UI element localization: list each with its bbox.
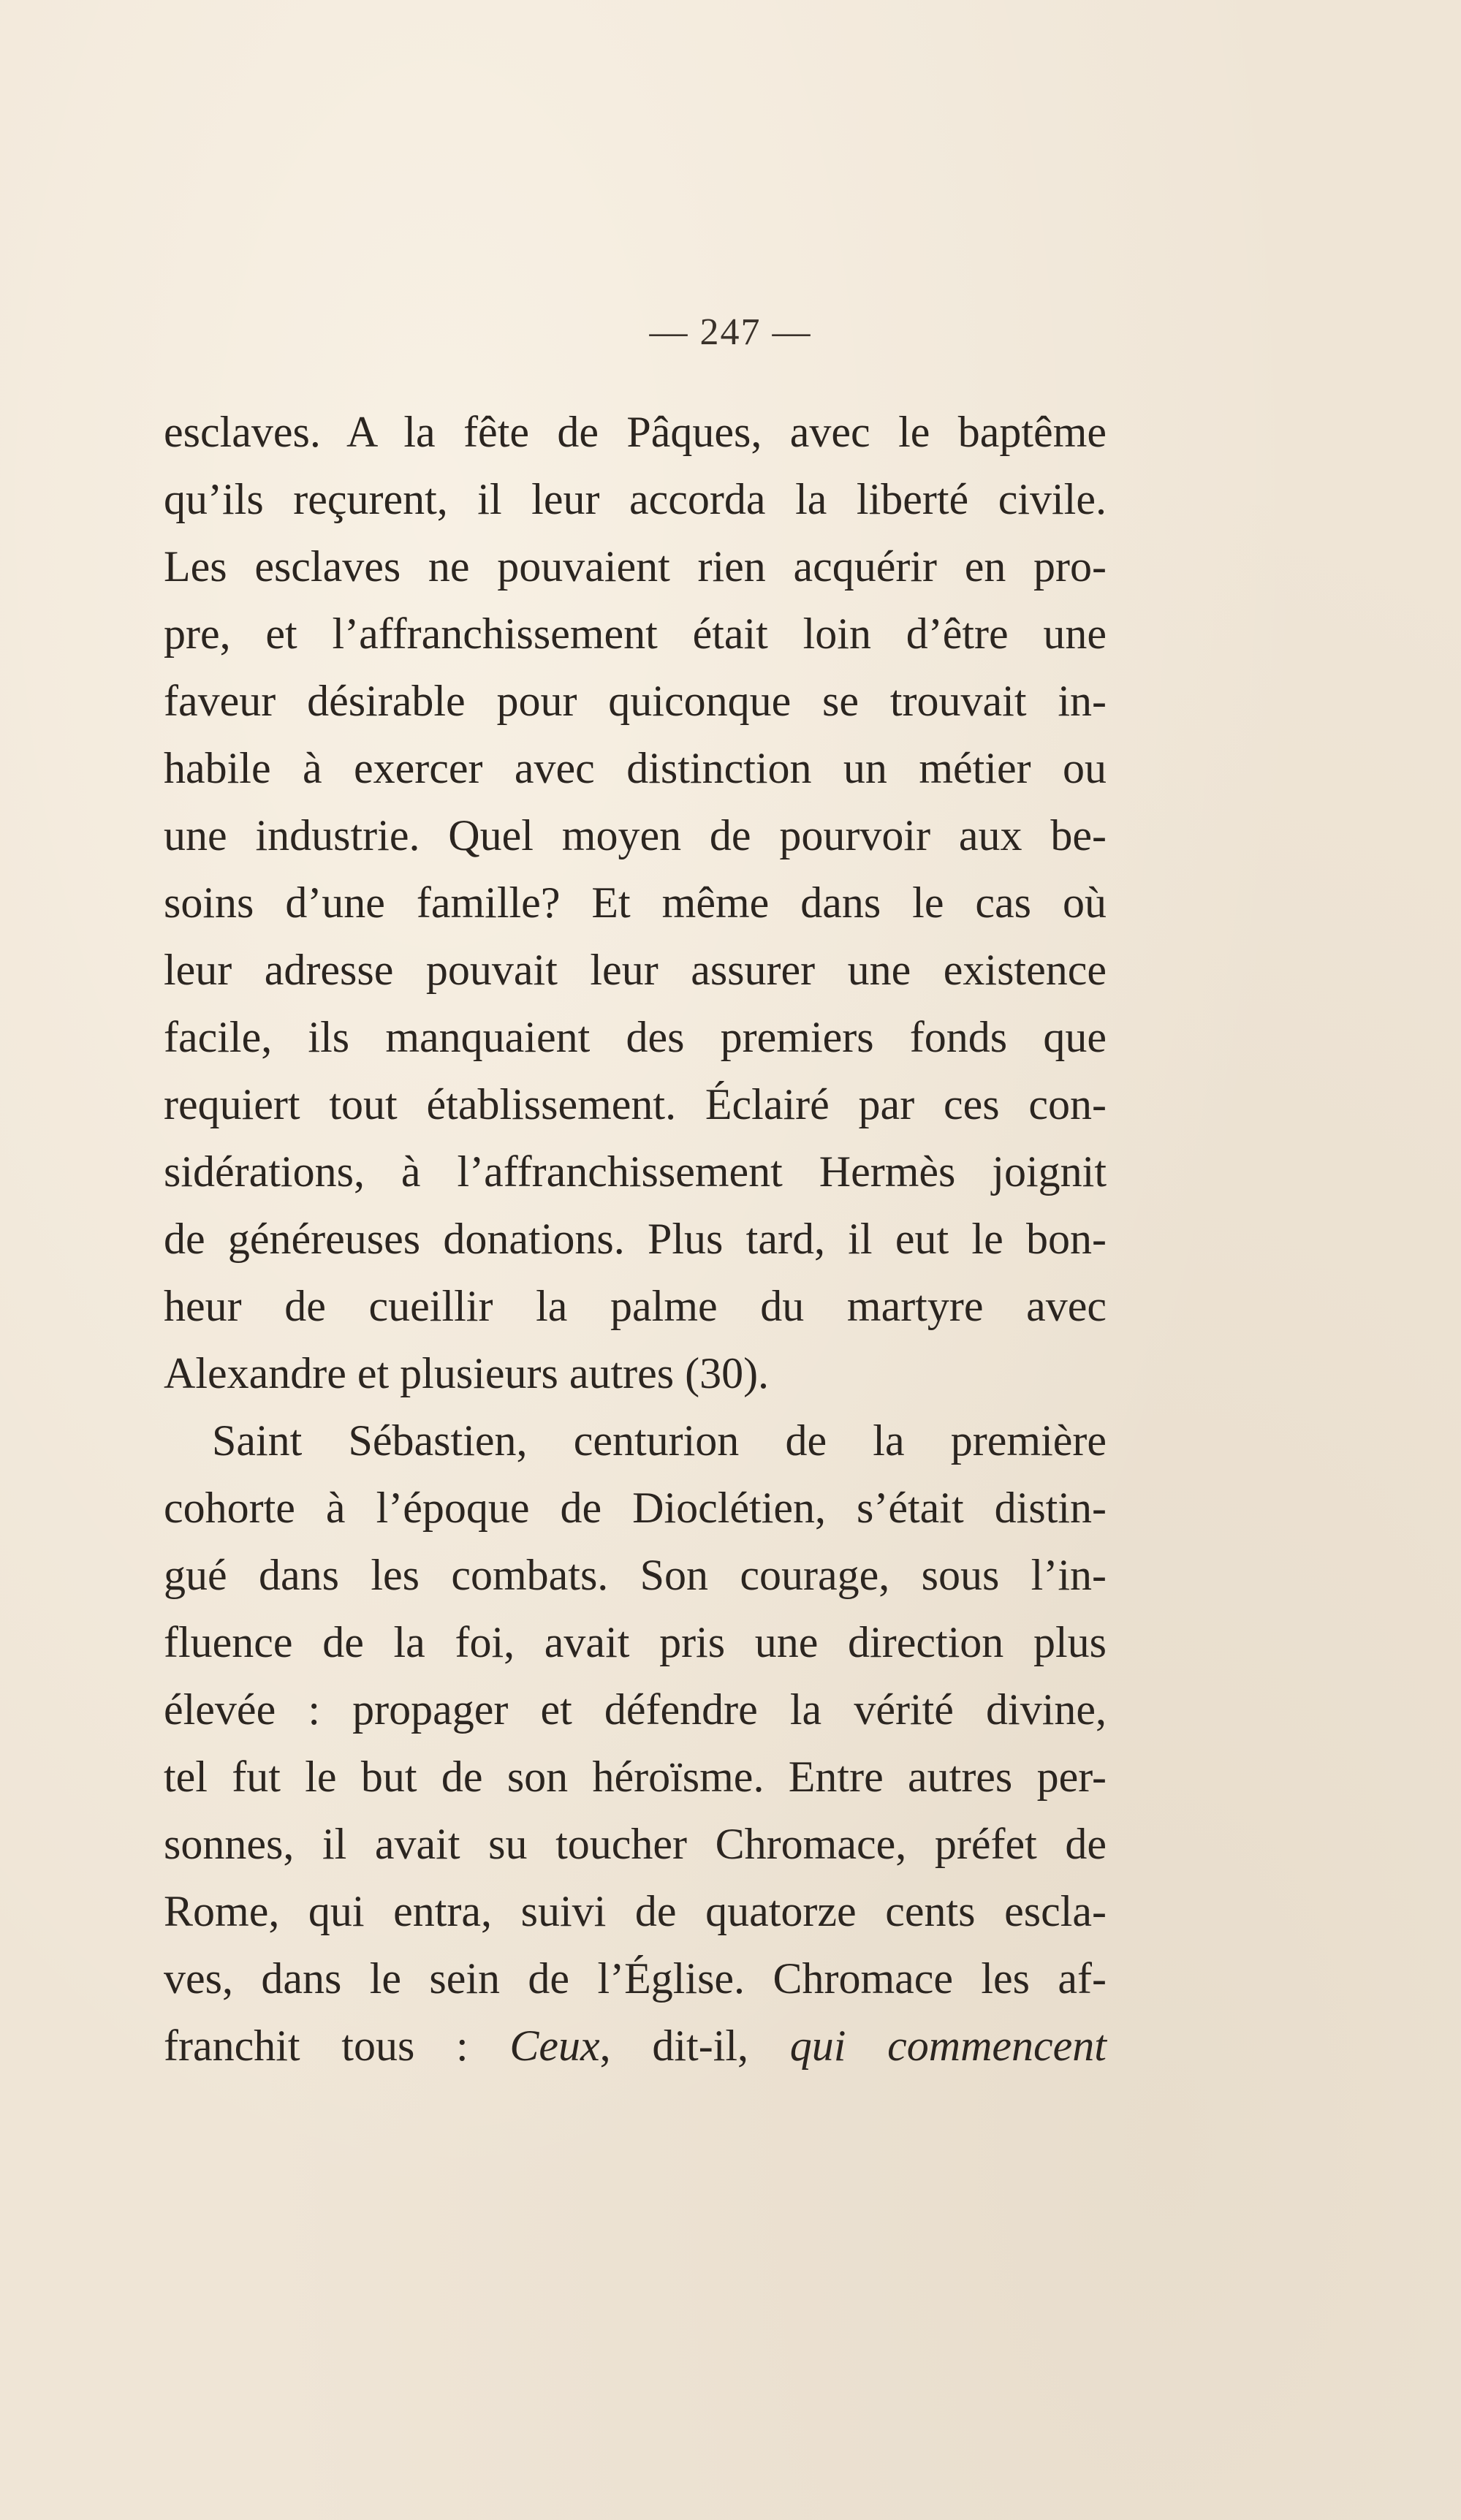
paragraph-start-line: Saint Sébastien, centurion de la première [212, 1416, 1107, 1465]
final-line-start: franchit tous : [164, 2022, 510, 2070]
text-line: requiert tout établissement. Éclairé par ces con- [164, 1080, 1107, 1128]
text-line: tel fut le but de son héroïsme. Entre autres per- [164, 1753, 1107, 1801]
text-line: heur de cueillir la palme du martyre avec [164, 1282, 1107, 1330]
text-line: habile à exercer avec distinction un métier ou [164, 744, 1107, 792]
page-number: — 247 — [649, 311, 812, 353]
body-text [164, 398, 1107, 2079]
text-line: leur adresse pouvait leur assurer une existence [164, 946, 1107, 994]
text-line: Les esclaves ne pouvaient rien acquérir en pro- [164, 542, 1107, 591]
text-line: sidérations, à l’affranchissement Hermès joignit [164, 1147, 1107, 1196]
final-text-line [164, 2012, 1107, 2079]
text-line: Rome, qui entra, suivi de quatorze cents escla- [164, 1887, 1107, 1935]
text-line: fluence de la foi, avait pris une direction plus [164, 1618, 1107, 1666]
text-line: une industrie. Quel moyen de pourvoir aux be- [164, 811, 1107, 859]
text-line: élevée : propager et défendre la vérité divine, [164, 1685, 1107, 1734]
text-line: esclaves. A la fête de Pâques, avec le baptême [164, 408, 1107, 456]
text-line: cohorte à l’époque de Dioclétien, s’était distin- [164, 1484, 1107, 1532]
text-line: de généreuses donations. Plus tard, il eut le bon- [164, 1215, 1107, 1263]
text-line: qu’ils reçurent, il leur accorda la liberté civile. [164, 475, 1107, 523]
final-line-middle: , dit-il, [599, 2022, 790, 2070]
paragraph-end-line: Alexandre et plusieurs autres (30). [164, 1349, 770, 1397]
text-line: gué dans les combats. Son courage, sous l’in- [164, 1551, 1107, 1599]
italic-quote-start: Ceux [509, 2022, 600, 2070]
text-line: ves, dans le sein de l’Église. Chromace les af- [164, 1954, 1107, 2003]
text-line: pre, et l’affranchissement était loin d’être une [164, 610, 1107, 658]
text-line: soins d’une famille? Et même dans le cas où [164, 878, 1107, 927]
italic-quote-end: qui commencent [789, 2022, 1107, 2070]
text-line: faveur désirable pour quiconque se trouvait in- [164, 677, 1107, 725]
text-line: sonnes, il avait su toucher Chromace, préfet de [164, 1820, 1107, 1868]
text-line: facile, ils manquaient des premiers fonds que [164, 1013, 1107, 1061]
